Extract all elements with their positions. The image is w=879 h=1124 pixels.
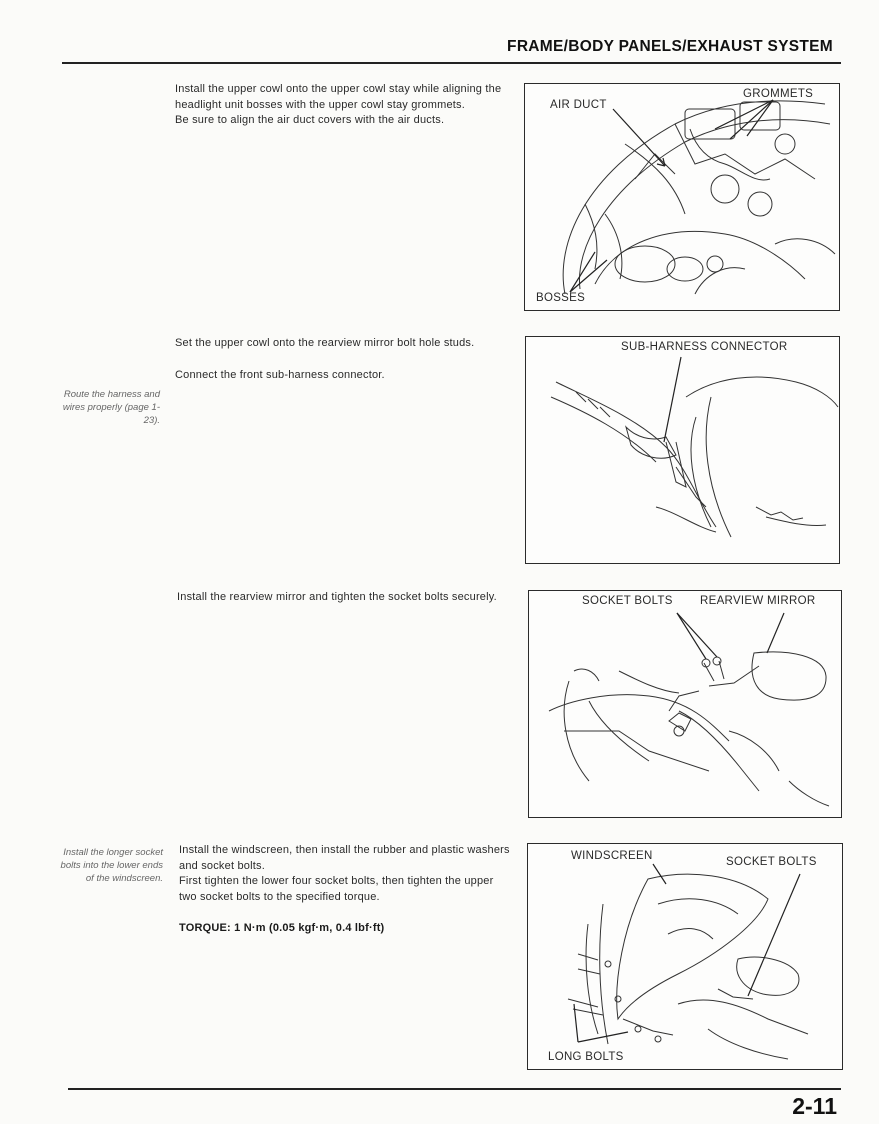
figure-rearview-mirror xyxy=(528,590,842,818)
figure-sub-harness xyxy=(525,336,840,564)
footer-rule xyxy=(68,1088,841,1090)
label-air-duct: AIR DUCT xyxy=(550,99,607,111)
paragraph: Install the upper cowl onto the upper cowl stay while aligning the headlight unit bosses with the upper cowl stay grommets. xyxy=(175,83,502,111)
label-rearview-mirror: REARVIEW MIRROR xyxy=(700,595,816,607)
label-bosses: BOSSES xyxy=(536,292,586,304)
section-2-side-note: Route the harness and wires properly (page 1-23). xyxy=(62,389,160,426)
windscreen-drawing xyxy=(528,844,842,1069)
label-grommets: GROMMETS xyxy=(743,88,814,100)
page-header-title: FRAME/BODY PANELS/EXHAUST SYSTEM xyxy=(507,38,833,55)
sub-harness-drawing xyxy=(526,337,839,563)
section-1-text xyxy=(175,82,510,129)
rearview-mirror-drawing xyxy=(529,591,841,817)
paragraph: Install the rearview mirror and tighten the socket bolts securely. xyxy=(177,591,497,603)
label-sub-harness-connector: SUB-HARNESS CONNECTOR xyxy=(621,341,788,353)
section-4-text xyxy=(179,843,512,937)
paragraph: Be sure to align the air duct covers with the air ducts. xyxy=(175,114,445,126)
section-2-text xyxy=(175,336,510,383)
label-long-bolts: LONG BOLTS xyxy=(548,1051,624,1063)
paragraph: Set the upper cowl onto the rearview mirror bolt hole studs. xyxy=(175,337,475,349)
paragraph: Connect the front sub-harness connector. xyxy=(175,368,385,381)
label-socket-bolts: SOCKET BOLTS xyxy=(582,595,673,607)
figure-windscreen xyxy=(527,843,843,1070)
upper-cowl-drawing xyxy=(525,84,839,310)
paragraph: Install the windscreen, then install the rubber and plastic washers and socket bolts. xyxy=(179,844,510,872)
page-number: 2-11 xyxy=(792,1093,837,1119)
torque-spec: TORQUE: 1 N·m (0.05 kgf·m, 0.4 lbf·ft) xyxy=(179,922,385,934)
label-windscreen: WINDSCREEN xyxy=(571,850,653,862)
paragraph: First tighten the lower four socket bolts, then tighten the upper two socket bolts to the specified torque. xyxy=(179,875,494,903)
section-4-side-note: Install the longer socket bolts into the lower ends of the windscreen. xyxy=(60,847,163,884)
figure-upper-cowl xyxy=(524,83,840,311)
label-socket-bolts-windscreen: SOCKET BOLTS xyxy=(726,856,817,868)
section-3-text xyxy=(177,590,512,606)
header-rule xyxy=(62,62,841,64)
